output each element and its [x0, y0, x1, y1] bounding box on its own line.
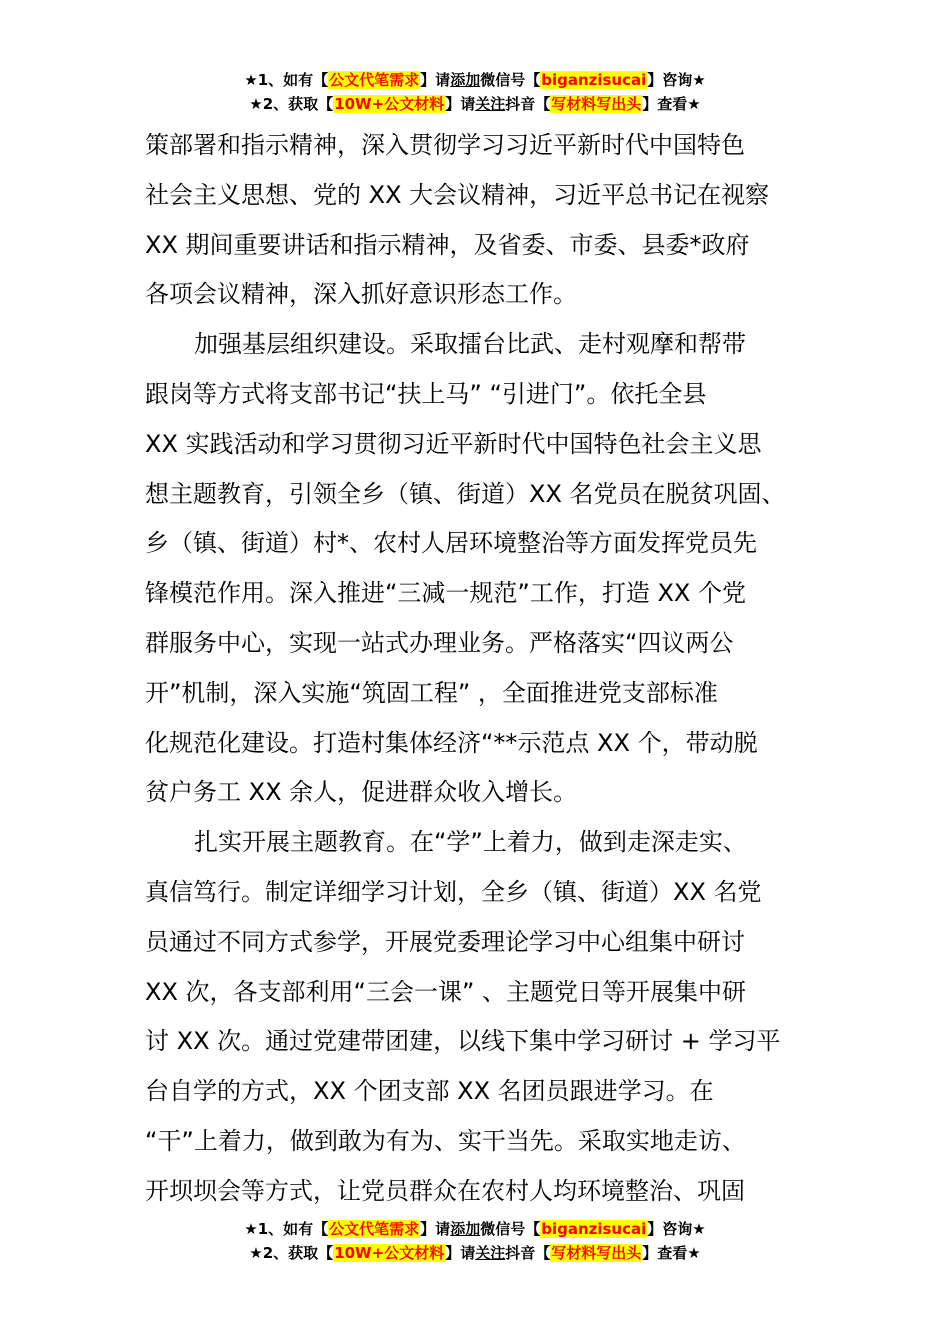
banner-text: 抖音【	[505, 1244, 551, 1262]
banner-text: 】请	[445, 95, 476, 113]
body-line: 开坝坝会等方式，让党员群众在农村人均环境整治、巩固	[145, 1176, 745, 1205]
body-line: 化规范化建设。打造村集体经济“**示范点 XX 个，带动脱	[145, 728, 758, 757]
body-line: 策部署和指示精神，深入贯彻学习习近平新时代中国特色	[145, 131, 745, 159]
highlight-text: 10W+公文材料	[334, 1244, 445, 1262]
banner-line-2	[0, 92, 950, 116]
body-line: 各项会议精神，深入抓好意识形态工作。	[145, 280, 577, 309]
banner-text: 】查看★	[642, 1244, 701, 1262]
banner-text: ★2、获取【	[249, 95, 334, 113]
banner-text: 】查看★	[642, 95, 701, 113]
banner-text: 微信号【	[480, 1220, 541, 1238]
top-banner	[0, 68, 950, 116]
banner-text: 微信号【	[480, 71, 541, 89]
underlined-text: 关注	[475, 1244, 506, 1262]
body-line: XX 期间重要讲话和指示精神，及省委、市委、县委*政府	[145, 230, 750, 259]
banner-text: 】咨询★	[647, 71, 706, 89]
body-line: “干”上着力，做到敢为有为、实干当先。采取实地走访、	[145, 1126, 746, 1155]
body-line: 讨 XX 次。通过党建带团建，以线下集中学习研讨 + 学习平	[145, 1027, 781, 1056]
banner-text: 】请	[420, 71, 451, 89]
body-line: 想主题教育，引领全乡（镇、街道）XX 名党员在脱贫巩固、	[145, 479, 786, 508]
banner-text: ★1、如有【	[244, 1220, 329, 1238]
body-line: 扎实开展主题教育。在“学”上着力，做到走深走实、	[194, 828, 747, 857]
banner-text: 抖音【	[505, 95, 551, 113]
body-line: 锋模范作用。深入推进“三减一规范”工作，打造 XX 个党	[145, 579, 747, 608]
body-line: 开”机制，深入实施“筑固工程” ，全面推进党支部标准	[145, 678, 718, 707]
body-line: 加强基层组织建设。采取擂台比武、走村观摩和帮带	[194, 330, 746, 359]
body-line: 跟岗等方式将支部书记“扶上马” “引进门”。依托全县	[145, 379, 707, 408]
banner-text: 】请	[420, 1220, 451, 1238]
highlight-text: 写材料写出头	[551, 95, 642, 113]
banner-text: 】请	[445, 1244, 476, 1262]
body-line: 员通过不同方式参学，开展党委理论学习中心组集中研讨	[145, 927, 745, 956]
underlined-text: 添加	[450, 71, 481, 89]
highlight-text: biganzisucai	[541, 1220, 647, 1238]
body-line: 真信笃行。制定详细学习计划，全乡（镇、街道）XX 名党	[145, 877, 762, 906]
body-line: XX 实践活动和学习贯彻习近平新时代中国特色社会主义思	[145, 429, 762, 458]
banner-text: 】咨询★	[647, 1220, 706, 1238]
body-line: 乡（镇、街道）村*、农村人居环境整治等方面发挥党员先	[145, 529, 757, 558]
highlight-text: 公文代笔需求	[329, 1220, 420, 1238]
highlight-text: biganzisucai	[541, 71, 647, 89]
banner-text: ★1、如有【	[244, 71, 329, 89]
body-line: XX 次，各支部利用“三会一课” 、主题党日等开展集中研	[145, 977, 747, 1006]
body-line: 台自学的方式，XX 个团支部 XX 名团员跟进学习。在	[145, 1077, 714, 1106]
body-line: 社会主义思想、党的 XX 大会议精神，习近平总书记在视察	[145, 180, 770, 209]
highlight-text: 10W+公文材料	[334, 95, 445, 113]
underlined-text: 添加	[450, 1220, 481, 1238]
body-line: 贫户务工 XX 余人，促进群众收入增长。	[145, 778, 578, 807]
document-body	[145, 121, 810, 1217]
bottom-banner	[0, 1217, 950, 1265]
banner-line-1	[0, 68, 950, 92]
banner-line-2	[0, 1241, 950, 1265]
banner-line-1	[0, 1217, 950, 1241]
highlight-text: 写材料写出头	[551, 1244, 642, 1262]
underlined-text: 关注	[475, 95, 506, 113]
banner-text: ★2、获取【	[249, 1244, 334, 1262]
highlight-text: 公文代笔需求	[329, 71, 420, 89]
body-line: 群服务中心，实现一站式办理业务。严格落实“四议两公	[145, 628, 734, 657]
